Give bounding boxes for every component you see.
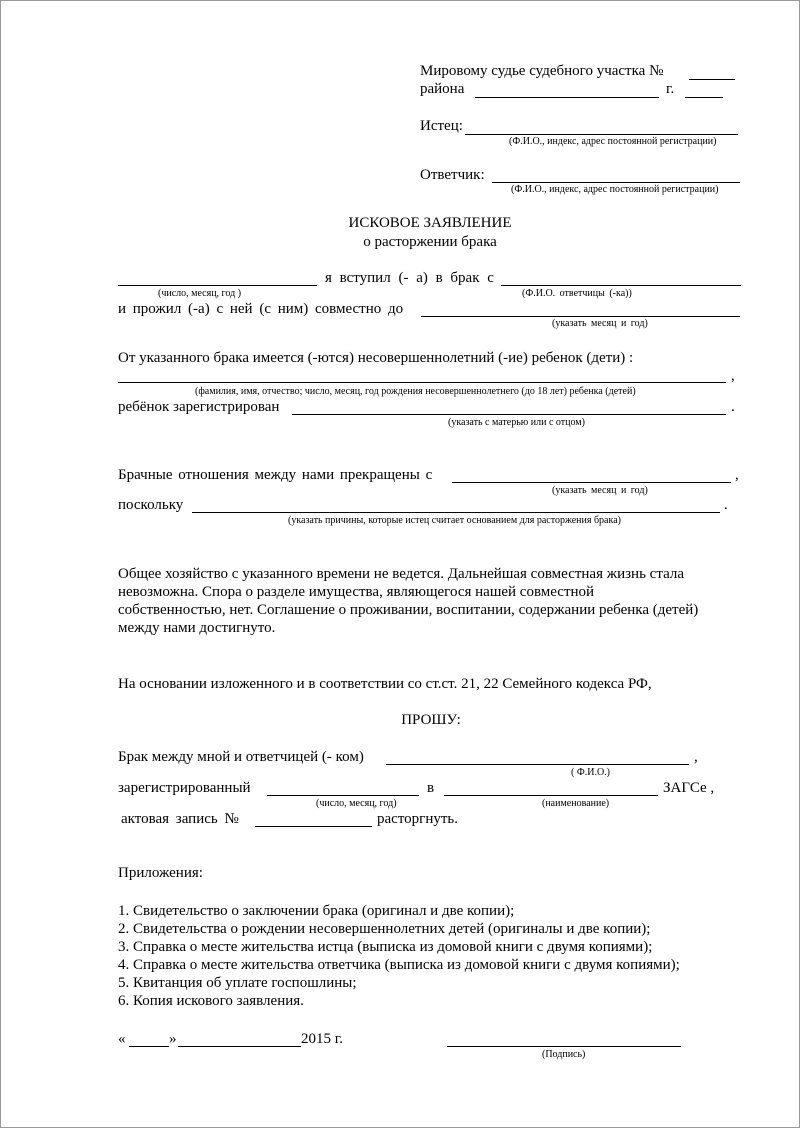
- marriage-between-comma: ,: [694, 749, 698, 765]
- defendant-label: Ответчик:: [420, 167, 485, 183]
- body-paragraph-line: собственностью, нет. Соглашение о проживании, воспитании, содержании ребенка (детей): [118, 602, 699, 618]
- sign-month-field[interactable]: [178, 1046, 301, 1047]
- child-registered-label: ребёнок зарегистрирован: [118, 399, 280, 415]
- request-heading: ПРОШУ:: [401, 712, 461, 728]
- attachment-item: 5. Квитанция об уплате госпошлины;: [118, 975, 357, 991]
- children-intro: От указанного брака имеется (-ются) несовершеннолетний (-ие) ребенок (дети) :: [118, 350, 634, 366]
- attachment-item: 3. Справка о месте жительства истца (выписка из домовой книги с двумя копиями);: [118, 939, 653, 955]
- district-field[interactable]: [475, 97, 659, 98]
- marriage-date-field[interactable]: [118, 285, 317, 286]
- judge-label: Мировому судье судебного участка №: [420, 63, 664, 79]
- plaintiff-label: Истец:: [420, 118, 463, 134]
- attachment-item: 6. Копия искового заявления.: [118, 993, 304, 1009]
- marriage-date-hint: (число, месяц, год ): [158, 288, 242, 299]
- document-title: ИСКОВОЕ ЗАЯВЛЕНИЕ: [348, 215, 512, 231]
- married-text: я вступил (- а) в брак с: [325, 270, 494, 286]
- plaintiff-hint: (Ф.И.О., индекс, адрес постоянной регистрации): [509, 136, 717, 147]
- children-hint: (фамилия, имя, отчество; число, месяц, год рождения несовершеннолетнего (до 18 лет) ребенка (детей): [195, 386, 636, 397]
- because-dot: .: [724, 497, 728, 513]
- legal-basis-text: На основании изложенного и в соответствии со ст.ст. 21, 22 Семейного кодекса РФ,: [118, 676, 652, 692]
- attachment-item: 4. Справка о месте жительства ответчика (выписка из домовой книги с двумя копиями);: [118, 957, 680, 973]
- registration-date-field[interactable]: [267, 795, 419, 796]
- because-label: поскольку: [118, 497, 184, 513]
- zags-label: ЗАГСе ,: [663, 780, 715, 796]
- spouse-name-field[interactable]: [501, 285, 741, 286]
- date-quote-close: »: [169, 1031, 177, 1047]
- date-quote-open: «: [118, 1031, 126, 1047]
- zags-name-field[interactable]: [444, 795, 658, 796]
- defendant-hint: (Ф.И.О., индекс, адрес постоянной регистрации): [511, 184, 719, 195]
- because-hint: (указать причины, которые истец считает основанием для расторжения брака): [288, 515, 621, 526]
- registration-date-hint: (число, месяц, год): [316, 798, 397, 809]
- record-number-field[interactable]: [255, 826, 372, 827]
- relations-ended-field[interactable]: [452, 482, 731, 483]
- body-paragraph-line: невозможна. Спора о разделе имущества, являющегося нашей совместной: [118, 584, 595, 600]
- zags-name-hint: (наименование): [542, 798, 610, 809]
- signature-hint: (Подпись): [542, 1049, 586, 1060]
- spouse-fio-field[interactable]: [386, 764, 689, 765]
- spouse-fio-hint: ( Ф.И.О.): [571, 767, 611, 778]
- marriage-between-label: Брак между мной и ответчицей (- ком): [118, 749, 364, 765]
- spouse-name-hint: (Ф.И.О. ответчицы (-ка)): [522, 288, 632, 299]
- sign-year-text: 2015 г.: [301, 1031, 343, 1047]
- district-label: района: [420, 81, 465, 97]
- body-paragraph-line: Общее хозяйство с указанного времени не ведется. Дальнейшая совместная жизнь стала: [118, 566, 685, 582]
- record-label: актовая запись №: [121, 811, 239, 827]
- children-field[interactable]: [118, 382, 726, 383]
- city-field[interactable]: [685, 97, 723, 98]
- lived-until-field[interactable]: [421, 316, 740, 317]
- lived-text: и прожил (-а) с ней (с ним) совместно до: [118, 301, 404, 317]
- because-field[interactable]: [192, 512, 720, 513]
- attachment-item: 2. Свидетельства о рождении несовершеннолетних детей (оригиналы и две копии);: [118, 921, 651, 937]
- plaintiff-field[interactable]: [465, 134, 738, 135]
- child-registered-field[interactable]: [292, 414, 726, 415]
- registered-label: зарегистрированный: [118, 780, 251, 796]
- in-label: в: [427, 780, 435, 796]
- relations-ended-hint: (указать месяц и год): [552, 485, 648, 496]
- signature-field[interactable]: [447, 1046, 681, 1047]
- attachment-item: 1. Свидетельство о заключении брака (оригинал и две копии);: [118, 903, 515, 919]
- lived-until-hint: (указать месяц и год): [552, 318, 648, 329]
- sign-day-field[interactable]: [129, 1046, 169, 1047]
- relations-ended-comma: ,: [735, 467, 739, 483]
- relations-ended-text: Брачные отношения между нами прекращены с: [118, 467, 433, 483]
- child-registered-dot: .: [731, 399, 735, 415]
- attachments-heading: Приложения:: [118, 865, 203, 881]
- city-label: г.: [666, 81, 675, 97]
- body-paragraph-line: между нами достигнуто.: [118, 620, 276, 636]
- document-subtitle: о расторжении брака: [363, 234, 497, 250]
- defendant-field[interactable]: [492, 182, 740, 183]
- dissolve-label: расторгнуть.: [377, 811, 458, 827]
- child-registered-hint: (указать с матерью или с отцом): [448, 417, 585, 428]
- judge-section-field[interactable]: [689, 79, 735, 80]
- children-comma: ,: [731, 368, 735, 384]
